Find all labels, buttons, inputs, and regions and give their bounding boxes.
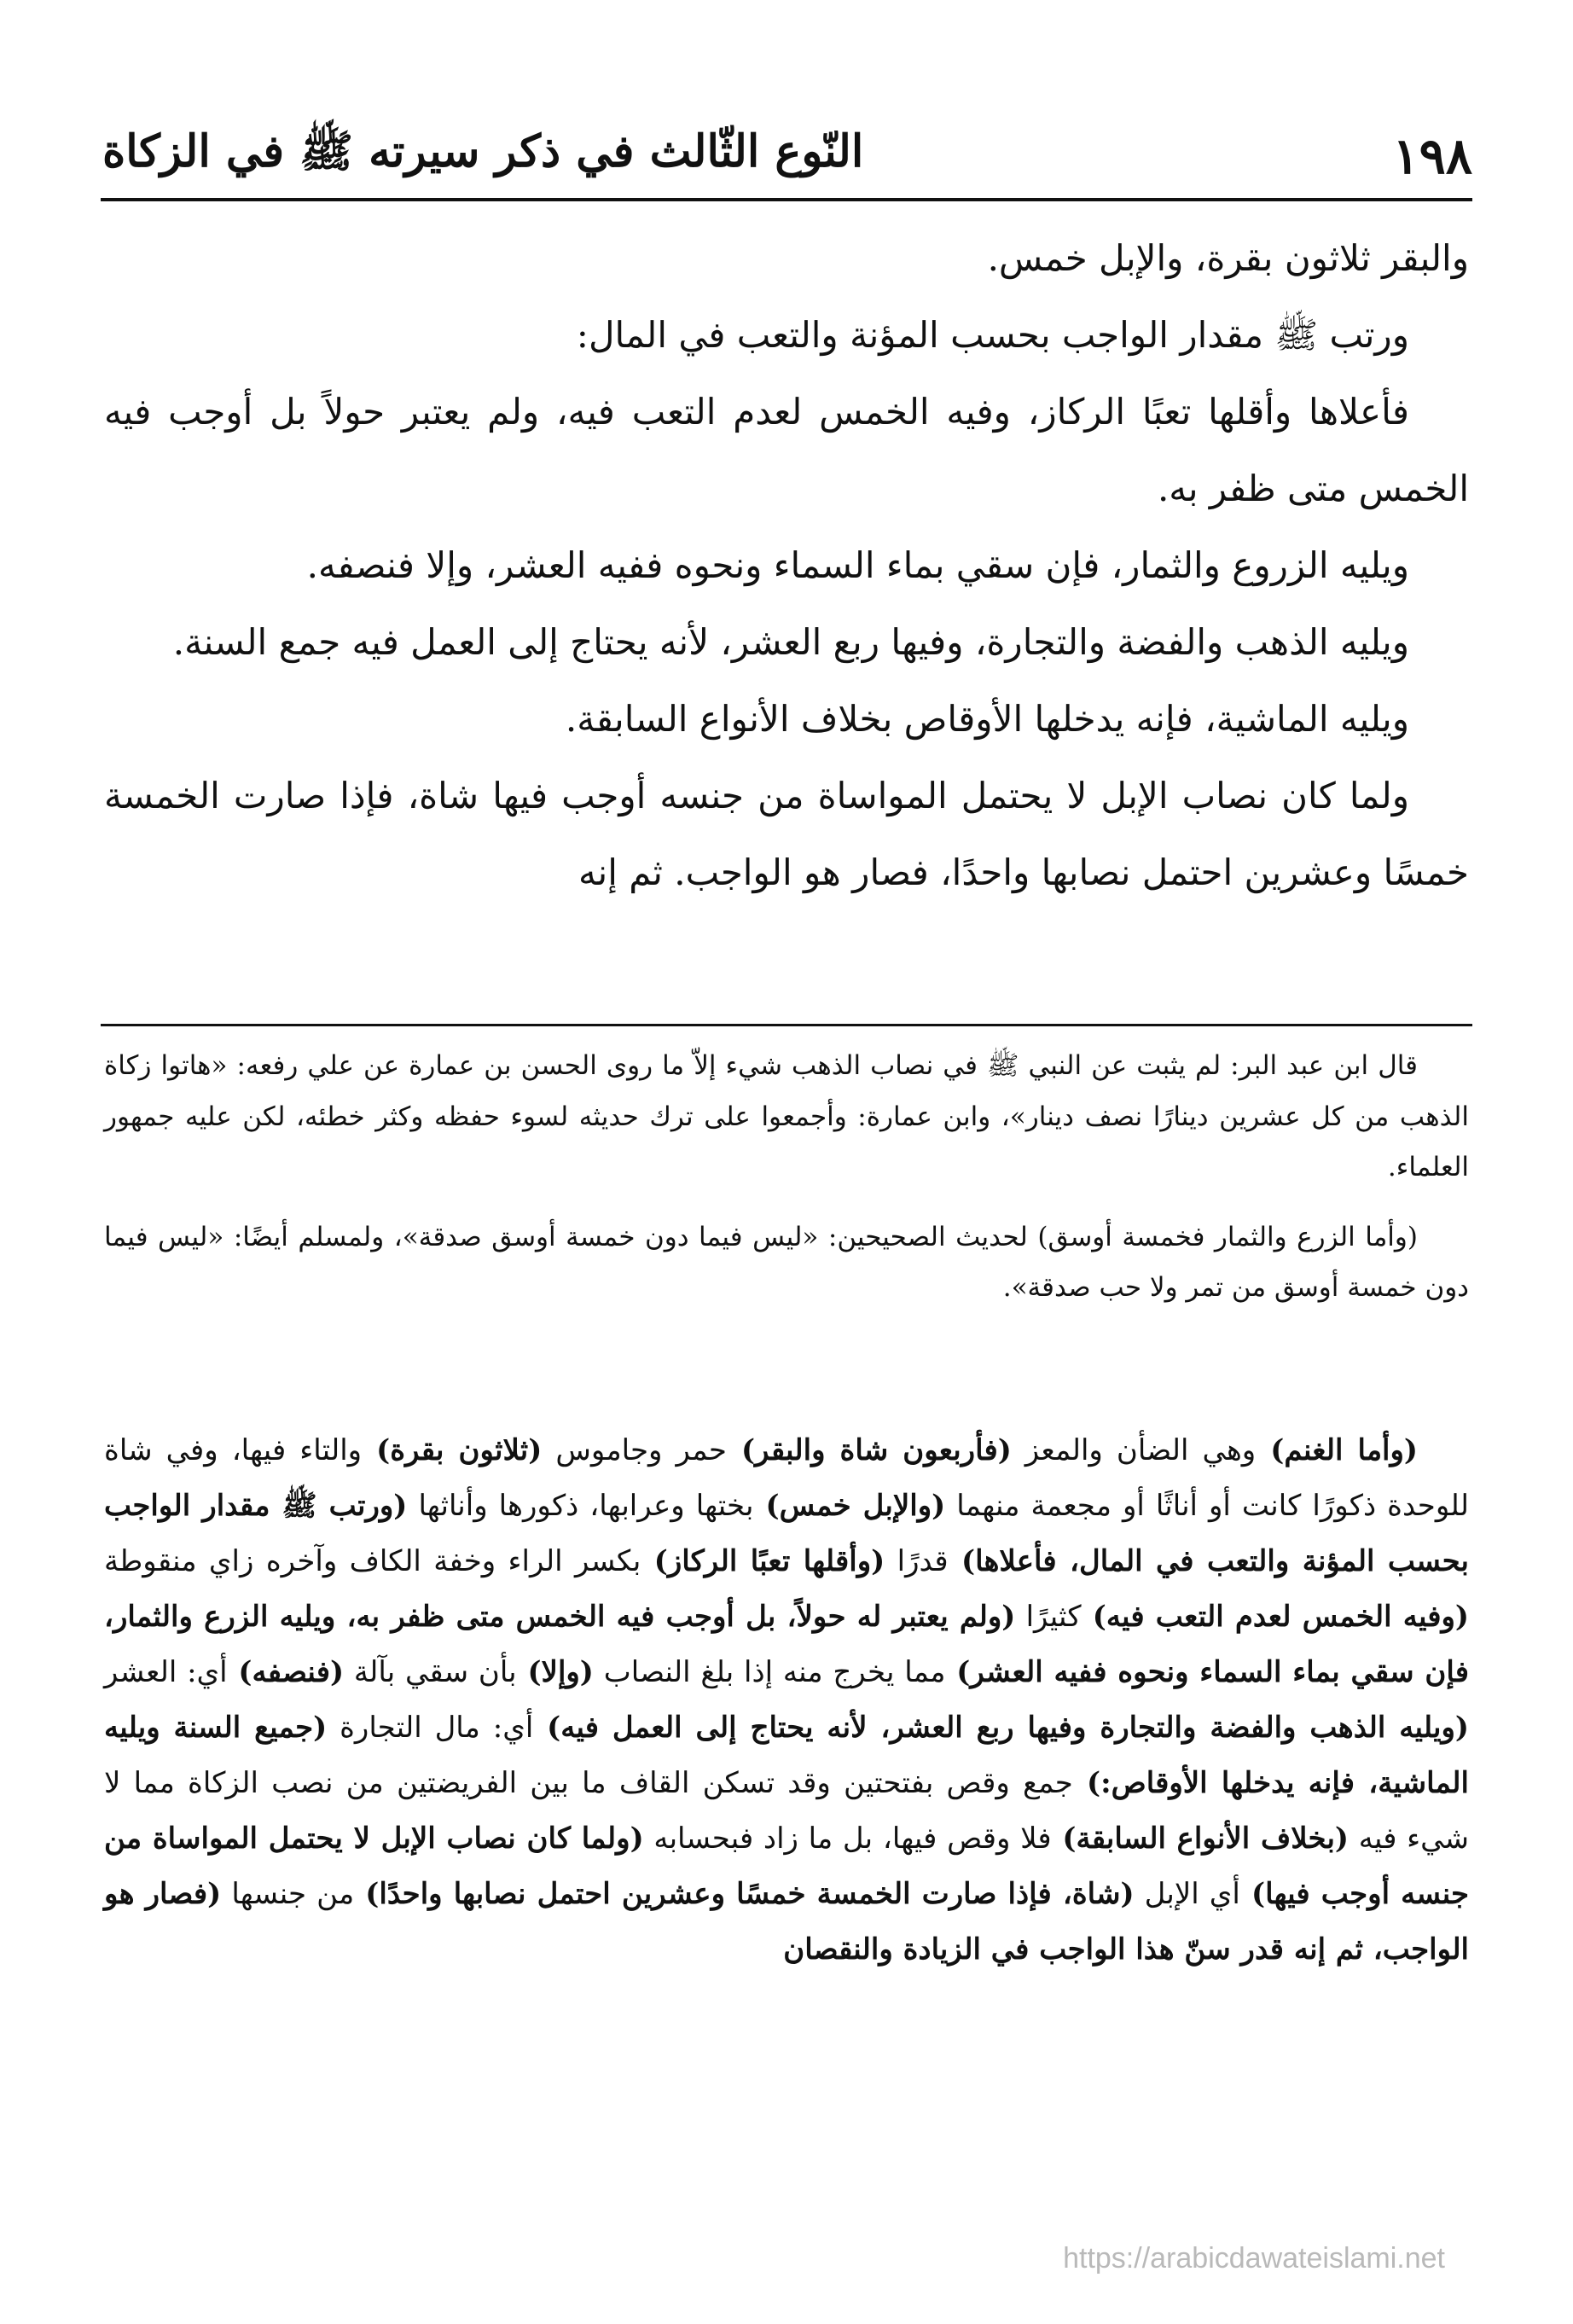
commentary-matn-run: (شاة، فإذا صارت الخمسة خمسًا وعشرين احتمل نصابها واحدًا) [354, 1877, 1135, 1911]
text-divider [101, 1024, 1472, 1026]
commentary-matn-run: (ورتب ﷺ مقدار الواجب بحسب المؤنة والتعب في المال، فأعلاها) [104, 1489, 1469, 1578]
commentary-sharh-run: وهي الضأن والمعز [1011, 1433, 1257, 1467]
commentary-matn-run: (ويليه الذهب والفضة والتجارة وفيها ربع العشر، لأنه يحتاج إلى العمل فيه) [533, 1711, 1469, 1745]
commentary-sharh-run: بكسر الراء وخفة الكاف وآخره زاي منقوطة [104, 1544, 641, 1578]
commentary-paragraph [104, 1423, 1469, 1978]
commentary-sharh-run: فلا وقص فيها، بل ما زاد فبحسابه [643, 1821, 1052, 1856]
commentary-sharh-run: قدرًا [885, 1544, 949, 1578]
footnote-paragraph: قال ابن عبد البر: لم يثبت عن النبي ﷺ في نصاب الذهب شيء إلاّ ما روى الحسن بن عمارة عن علي رفعه: «هاتوا زكاة الذهب من كل عشرين دينارًا نصف دينار»، وابن عمارة: وأجمعوا على ترك حديثه لسوء حفظه وكثر خطئه، لكن عليه جمهور العلماء. [104, 1050, 1469, 1182]
commentary-matn-run: (فنصفه) [227, 1655, 345, 1689]
page-number: ١٩٨ [1392, 127, 1472, 185]
commentary-sharh-run: أي: العشر [104, 1655, 228, 1689]
main-paragraph: ويليه الماشية، فإنه يدخلها الأوقاص بخلاف الأنواع السابقة. [565, 698, 1409, 740]
main-text [104, 220, 1469, 911]
commentary-matn-run: (وإلا) [516, 1655, 594, 1689]
running-title: النّوع الثّالث في ذكر سيرته ﷺ في الزكاة [102, 125, 864, 177]
commentary-sharh-run: مما يخرج منه إذا بلغ النصاب [593, 1655, 946, 1689]
footnote-paragraph: (وأما الزرع والثمار فخمسة أوسق) لحديث الصحيحين: «ليس فيما دون خمسة أوسق صدقة»، ولمسلم أيضًا: «ليس فيما دون خمسة أوسق من تمر ولا حب صدقة». [104, 1221, 1469, 1303]
commentary-sharh-run: أي الإبل [1134, 1877, 1240, 1911]
commentary-sharh-run: بأن سقي بآلة [344, 1655, 517, 1689]
commentary-sharh-run: من جنسها [221, 1877, 355, 1911]
main-paragraph: فأعلاها وأقلها تعبًا الركاز، وفيه الخمس لعدم التعب فيه، ولم يعتبر حولاً بل أوجب فيه الخمس متى ظفر به. [104, 391, 1469, 509]
main-paragraph: ويليه الذهب والفضة والتجارة، وفيها ربع العشر، لأنه يحتاج إلى العمل فيه جمع السنة. [172, 621, 1409, 663]
commentary-sharh-run: بختها وعرابها، ذكورها وأناثها [407, 1489, 754, 1523]
commentary [104, 1423, 1469, 1978]
commentary-matn-run: (فصار هو الواجب، ثم إنه قدر سنّ هذا الواجب في الزيادة والنقصان [104, 1877, 1469, 1967]
commentary-matn-run: (فأربعون شاة والبقر) [726, 1433, 1012, 1467]
footnotes [104, 1041, 1469, 1314]
commentary-sharh-run: والتاء فيها، وفي شاة للوحدة ذكورًا كانت أو أناثًا أو مجعمة منهما [104, 1433, 1470, 1523]
commentary-sharh-run: حمر وجاموس [542, 1433, 727, 1467]
commentary-sharh-run: أي: مال التجارة [327, 1711, 534, 1745]
commentary-matn-run: (جميع السنة ويليه الماشية، فإنه يدخلها الأوقاص:) [104, 1711, 1469, 1800]
main-paragraph: والبقر ثلاثون بقرة، والإبل خمس. [987, 237, 1469, 279]
commentary-matn-run: (وفيه الخمس لعدم التعب فيه) [1081, 1600, 1469, 1634]
commentary-sharh-run: كثيرًا [1015, 1600, 1082, 1634]
commentary-matn-run: (ولما كان نصاب الإبل لا يحتمل المواساة من جنسه أوجب فيها) [104, 1821, 1469, 1911]
commentary-matn-run: (ثلاثون بقرة) [362, 1433, 543, 1467]
commentary-matn-run: (ولم يعتبر له حولاً، بل أوجب فيه الخمس متى ظفر به، ويليه الزرع والثمار، فإن سقي بماء السماء ونحوه ففيه العشر) [104, 1600, 1469, 1689]
header-rule [101, 198, 1472, 201]
commentary-matn-run: (وأما الغنم) [1256, 1433, 1419, 1467]
commentary-sharh-run: جمع وقص بفتحتين وقد تسكن القاف ما بين الفريضتين من نصب الزكاة مما لا شيء فيه [104, 1766, 1469, 1856]
main-paragraph: ولما كان نصاب الإبل لا يحتمل المواساة من جنسه أوجب فيها شاة، فإذا صارت الخمسة خمسًا وعشرين احتمل نصابها واحدًا، فصار هو الواجب. ثم إنه [104, 775, 1469, 893]
commentary-matn-run: (والإبل خمس) [753, 1489, 946, 1523]
main-paragraph: ورتب ﷺ مقدار الواجب بحسب المؤنة والتعب في المال: [576, 314, 1409, 356]
main-paragraph: ويليه الزروع والثمار، فإن سقي بماء السماء ونحوه ففيه العشر، وإلا فنصفه. [306, 544, 1409, 586]
commentary-matn-run: (بخلاف الأنواع السابقة) [1051, 1821, 1350, 1856]
page-header [102, 118, 1472, 195]
commentary-matn-run: (وأقلها تعبًا الركاز) [641, 1544, 885, 1578]
watermark-url: https://arabicdawateislami.net [1063, 2242, 1445, 2275]
